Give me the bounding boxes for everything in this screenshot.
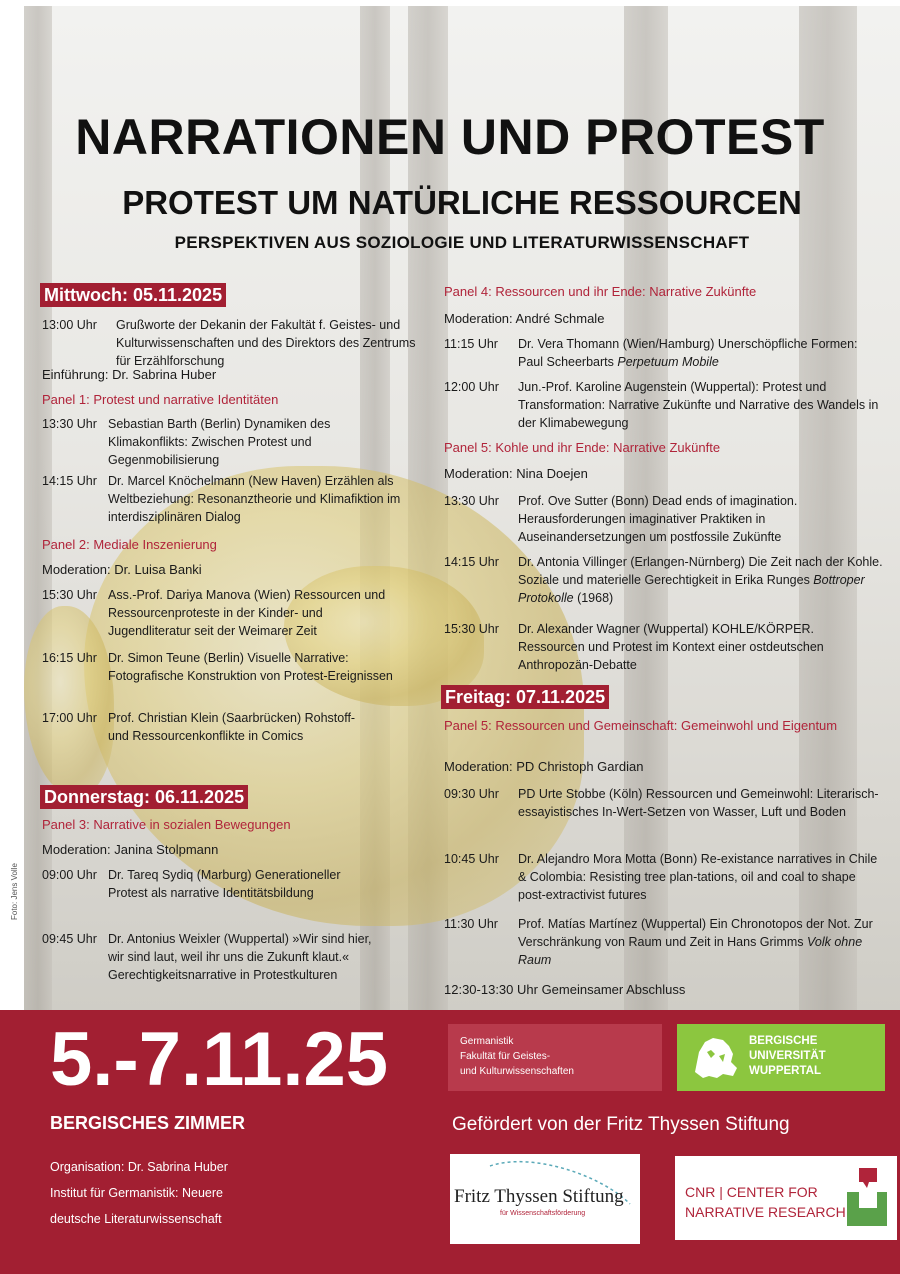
item-text: Sebastian Barth (Berlin) Dynamiken des Klimakonflikts: Zwischen Protest und Gegenmobilisierung <box>108 417 331 467</box>
program-item <box>444 915 884 969</box>
panel-heading-5: Panel 5: Kohle und ihr Ende: Narrative Zukünfte <box>444 440 721 455</box>
item-text: Prof. Ove Sutter (Bonn) Dead ends of imagination. Herausforderungen imaginativer Praktiken in Auseinandersetzungen um postfossile Zukünfte <box>518 494 798 544</box>
lion-icon <box>689 1032 741 1082</box>
item-text: Dr. Alejandro Mora Motta (Bonn) Re-existance narratives in Chile & Colombia: Resisting tree plan-tations, oil and coal to shape post-extractivist futures <box>518 852 878 902</box>
item-time: 12:00 Uhr <box>444 380 499 394</box>
funded-by: Gefördert von der Fritz Thyssen Stiftung <box>452 1114 790 1135</box>
day-heading-friday: Freitag: 07.11.2025 <box>441 685 609 709</box>
organisation <box>50 1154 228 1232</box>
moderation: Moderation: Nina Doejen <box>444 466 588 481</box>
cnr-line2: NARRATIVE RESEARCH <box>685 1204 846 1220</box>
cnr-line1: CNR | CENTER FOR <box>685 1184 818 1200</box>
item-time: 10:45 Uhr <box>444 852 499 866</box>
fts-sub: für Wissenschaftsförderung <box>500 1210 586 1217</box>
panel-heading-3: Panel 3: Narrative in sozialen Bewegungen <box>42 817 291 832</box>
program-item <box>42 866 352 902</box>
item-time: 14:15 Uhr <box>42 474 97 488</box>
program-item <box>444 785 884 821</box>
closing: 12:30-13:30 Uhr Gemeinsamer Abschluss <box>444 982 686 997</box>
main-title: NARRATIONEN UND PROTEST <box>75 109 825 165</box>
item-text: Grußworte der Dekanin der Fakultät f. Geistes- und Kulturwissenschaften und des Direktors des Zentrums für Erzählforschung <box>116 318 416 368</box>
program-item <box>42 930 387 984</box>
moderation: Moderation: Dr. Luisa Banki <box>42 562 202 577</box>
item-text: Dr. Simon Teune (Berlin) Visuelle Narrative: Fotografische Konstruktion von Protest-Ereignissen <box>108 651 393 683</box>
buw-logo <box>677 1024 885 1091</box>
item-title-italic: Bottroper Protokolle <box>518 573 865 605</box>
item-text: Dr. Tareq Sydiq (Marburg) Generationeller Protest als narrative Identitätsbildung <box>108 868 341 900</box>
program-item <box>444 378 884 432</box>
buw-line: UNIVERSITÄT <box>749 1050 826 1062</box>
speech-bubble-icon <box>845 1164 891 1232</box>
item-time: 13:30 Uhr <box>444 494 499 508</box>
fritz-thyssen-logo <box>450 1154 640 1244</box>
item-text: PD Urte Stobbe (Köln) Ressourcen und Gemeinwohl: Literarisch-essayistisches In-Wert-Setzen von Wasser, Luft und Boden <box>518 787 879 819</box>
item-title-italic: Perpetuum Mobile <box>617 355 719 369</box>
introduction: Einführung: Dr. Sabrina Huber <box>42 367 217 382</box>
panel-heading-1: Panel 1: Protest und narrative Identitäten <box>42 392 279 407</box>
item-text: Dr. Vera Thomann (Wien/Hamburg) Unerschöpfliche Formen: Paul Scheerbarts <box>518 337 858 369</box>
item-time: 09:00 Uhr <box>42 868 97 882</box>
item-time: 11:15 Uhr <box>444 337 498 351</box>
moderation: Moderation: PD Christoph Gardian <box>444 759 644 774</box>
buw-line: WUPPERTAL <box>749 1065 821 1077</box>
germ-line: Fakultät für Geistes- <box>460 1051 551 1062</box>
day-heading-thursday: Donnerstag: 06.11.2025 <box>40 785 248 809</box>
moderation: Moderation: Janina Stolpmann <box>42 842 219 857</box>
item-text-after: (1968) <box>573 591 614 605</box>
item-text: Ass.-Prof. Dariya Manova (Wien) Ressourcen und Ressourcenproteste in der Kinder- und Jugendliteratur seit der Weimarer Zeit <box>108 588 386 638</box>
item-text: Dr. Alexander Wagner (Wuppertal) KOHLE/KÖRPER. Ressourcen und Protest im Kontext einer ostdeutschen Anthropozän-Debatte <box>518 622 824 672</box>
item-time: 09:30 Uhr <box>444 787 499 801</box>
org-line: deutsche Literaturwissenschaft <box>50 1212 222 1226</box>
cnr-logo <box>675 1156 897 1240</box>
program-item <box>444 620 884 674</box>
item-time: 15:30 Uhr <box>42 588 97 602</box>
item-time: 16:15 Uhr <box>42 651 97 665</box>
item-time: 14:15 Uhr <box>444 555 499 569</box>
item-time: 09:45 Uhr <box>42 932 97 946</box>
item-title-italic: Volk ohne Raum <box>518 935 863 967</box>
moderation: Moderation: André Schmale <box>444 311 605 326</box>
program-item <box>42 586 402 640</box>
day-heading-wednesday: Mittwoch: 05.11.2025 <box>40 283 226 307</box>
item-text: Prof. Matías Martínez (Wuppertal) Ein Chronotopos der Not. Zur Verschränkung von Raum und Zeit in Hans Grimms <box>518 917 873 949</box>
item-text: Jun.-Prof. Karoline Augenstein (Wuppertal): Protest und Transformation: Narrative Zukünfte und Narrative des Wandels in der Klimabewegung <box>518 380 879 430</box>
item-time: 11:30 Uhr <box>444 917 498 931</box>
buw-line: BERGISCHE <box>749 1035 818 1047</box>
event-dates: 5.-7.11.25 <box>50 1017 389 1102</box>
item-text: Dr. Antonia Villinger (Erlangen-Nürnberg) Die Zeit nach der Kohle. Soziale und materielle Gerechtigkeit in Erika Runges <box>518 555 883 587</box>
item-text: Dr. Antonius Weixler (Wuppertal) »Wir sind hier, wir sind laut, weil ihr uns die Zukunft klaut.« Gerechtigkeitsnarrative in Protestkulturen <box>108 932 372 982</box>
fts-name: Fritz Thyssen Stiftung <box>454 1186 624 1207</box>
org-line: Organisation: Dr. Sabrina Huber <box>50 1160 228 1174</box>
photo-credit: Foto: Jens Volle <box>10 863 19 920</box>
item-time: 13:30 Uhr <box>42 417 97 431</box>
program-item <box>444 850 884 904</box>
program-item <box>42 415 392 469</box>
panel-heading-6: Panel 5: Ressourcen und Gemeinschaft: Gemeinwohl und Eigentum <box>444 718 838 733</box>
germ-line: und Kulturwissenschaften <box>460 1066 574 1077</box>
program-item <box>42 709 362 745</box>
item-text: Prof. Christian Klein (Saarbrücken) Rohstoff- und Ressourcenkonflikte in Comics <box>108 711 356 743</box>
venue: BERGISCHES ZIMMER <box>50 1113 246 1133</box>
item-time: 17:00 Uhr <box>42 711 97 725</box>
subtitle-secondary: PERSPEKTIVEN AUS SOZIOLOGIE UND LITERATURWISSENSCHAFT <box>174 233 750 252</box>
panel-heading-2: Panel 2: Mediale Inszenierung <box>42 537 217 552</box>
program-item <box>42 472 412 526</box>
program-item <box>444 335 884 371</box>
item-time: 13:00 Uhr <box>42 318 97 332</box>
germ-line: Germanistik <box>460 1036 514 1047</box>
subtitle: PROTEST UM NATÜRLICHE RESSOURCEN <box>122 184 802 221</box>
item-time: 15:30 Uhr <box>444 622 499 636</box>
item-text: Dr. Marcel Knöchelmann (New Haven) Erzählen als Weltbeziehung: Resonanztheorie und Klimafiktion im interdisziplinären Dialog <box>108 474 401 524</box>
program-item <box>444 492 884 546</box>
program-item <box>444 553 884 607</box>
program-item <box>42 649 402 685</box>
program-item <box>42 316 422 370</box>
germanistik-logo <box>448 1024 662 1091</box>
panel-heading-4: Panel 4: Ressourcen und ihr Ende: Narrative Zukünfte <box>444 284 757 299</box>
org-line: Institut für Germanistik: Neuere <box>50 1186 223 1200</box>
